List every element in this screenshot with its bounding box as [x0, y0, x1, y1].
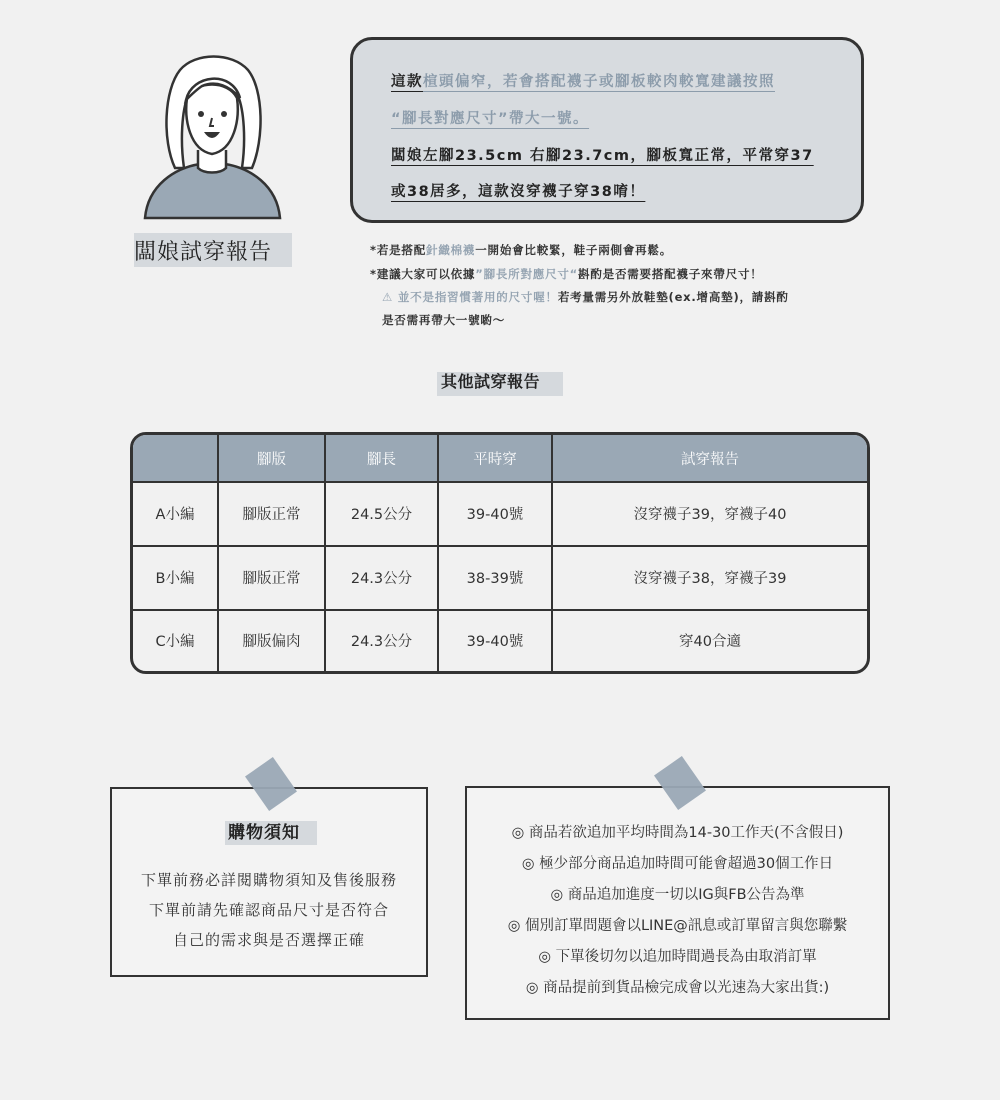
- speech-line3-text: 闆娘左腳23.5cm 右腳23.7cm，腳板寬正常，平常穿37: [391, 148, 814, 164]
- buying-notice-line: 下單前請先確認商品尺寸是否符合: [148, 901, 389, 919]
- table-cell: 24.5公分: [325, 482, 438, 546]
- note2-text-b: 斟酌是否需要搭配襪子來帶尺寸！: [578, 267, 763, 281]
- note-line-1: [370, 242, 672, 258]
- boss-try-on-label: [134, 233, 292, 267]
- table-cell: 沒穿襪子39，穿襪子40: [552, 482, 867, 546]
- tape-decoration: [654, 756, 706, 810]
- woman-avatar-illustration: [140, 50, 285, 220]
- speech-line2-text: “腳長對應尺寸”帶大一號。: [391, 111, 590, 127]
- order-rules-card: [465, 786, 890, 1020]
- buying-notice-line: 自己的需求與是否選擇正確: [172, 931, 365, 949]
- speech-line1-prefix: 這款: [391, 74, 423, 90]
- buying-notice-line: 下單前務必詳閱購物須知及售後服務: [140, 871, 397, 889]
- note-line-2: [370, 266, 763, 282]
- note1-text-b: 一開始會比較緊，鞋子兩側會再鬆。: [475, 243, 673, 257]
- order-rule-line: ◎ 個別訂單問題會以LINE@訊息或訂單留言與您聯繫: [507, 918, 848, 934]
- tape-decoration: [245, 757, 297, 811]
- boss-try-on-title: 闆娘試穿報告: [134, 240, 273, 265]
- table-cell: C小編: [133, 610, 218, 671]
- table-cell: 腳版正常: [218, 482, 325, 546]
- speech-line-4: [391, 180, 645, 201]
- order-rule-line: ◎ 極少部分商品追加時間可能會超過30個工作日: [521, 856, 834, 872]
- table-row: [133, 546, 867, 610]
- table-header-cell: [133, 435, 218, 482]
- note1-text-a: *若是搭配: [370, 243, 427, 257]
- table-cell: 39-40號: [438, 610, 552, 671]
- speech-line1-rest: 楦頭偏窄，若會搭配襪子或腳板較肉較寬建議按照: [423, 74, 775, 90]
- order-rule-line: ◎ 商品追加進度一切以IG與FB公告為準: [550, 887, 805, 903]
- table-header-cell: 試穿報告: [552, 435, 867, 482]
- table-header-row: [133, 435, 867, 482]
- table-header-cell: 平時穿: [438, 435, 552, 482]
- buying-notice-card: [110, 787, 428, 977]
- other-reports-title: 其他試穿報告: [441, 372, 541, 391]
- table-cell: 腳版偏肉: [218, 610, 325, 671]
- order-rule-line: ◎ 商品提前到貨品檢完成會以光速為大家出貨:): [525, 980, 830, 996]
- note3-text: 若考量需另外放鞋墊(ex.增高墊)，請斟酌: [557, 290, 789, 304]
- buying-notice-heading: [225, 821, 317, 845]
- table-cell: B小編: [133, 546, 218, 610]
- speech-line-3: [391, 144, 814, 165]
- table-cell: 腳版正常: [218, 546, 325, 610]
- speech-line-1: [391, 70, 775, 91]
- table-cell: 38-39號: [438, 546, 552, 610]
- table-cell: 24.3公分: [325, 610, 438, 671]
- note2-text-a: *建議大家可以依據: [370, 267, 476, 281]
- note-line-3: [382, 289, 789, 305]
- speech-line4-text: 或38居多，這款沒穿襪子穿38唷！: [391, 184, 646, 200]
- table-cell: A小編: [133, 482, 218, 546]
- table-row: [133, 610, 867, 671]
- size-report-table: [130, 432, 870, 674]
- table-header-cell: 腳長: [325, 435, 438, 482]
- order-rule-line: ◎ 商品若欲追加平均時間為14-30工作天(不含假日): [511, 825, 844, 841]
- note4-text: 是否需再帶大一號喲～: [382, 313, 505, 327]
- speech-box: [350, 37, 864, 223]
- note2-highlight: ”腳長所對應尺寸“: [475, 267, 579, 281]
- table-row: [133, 482, 867, 546]
- note1-highlight: 針織棉襪: [426, 243, 476, 257]
- table-cell: 39-40號: [438, 482, 552, 546]
- warning-icon-note: ⚠ 並不是指習慣著用的尺寸喔！: [382, 290, 558, 304]
- table-header-cell: 腳版: [218, 435, 325, 482]
- table-cell: 沒穿襪子38，穿襪子39: [552, 546, 867, 610]
- note-line-4: [382, 312, 505, 328]
- order-rule-line: ◎ 下單後切勿以追加時間過長為由取消訂單: [538, 949, 817, 965]
- other-reports-heading: [437, 372, 563, 396]
- buying-notice-title: 購物須知: [228, 823, 300, 843]
- table-cell: 24.3公分: [325, 546, 438, 610]
- table-cell: 穿40合適: [552, 610, 867, 671]
- speech-line-2: [391, 107, 589, 128]
